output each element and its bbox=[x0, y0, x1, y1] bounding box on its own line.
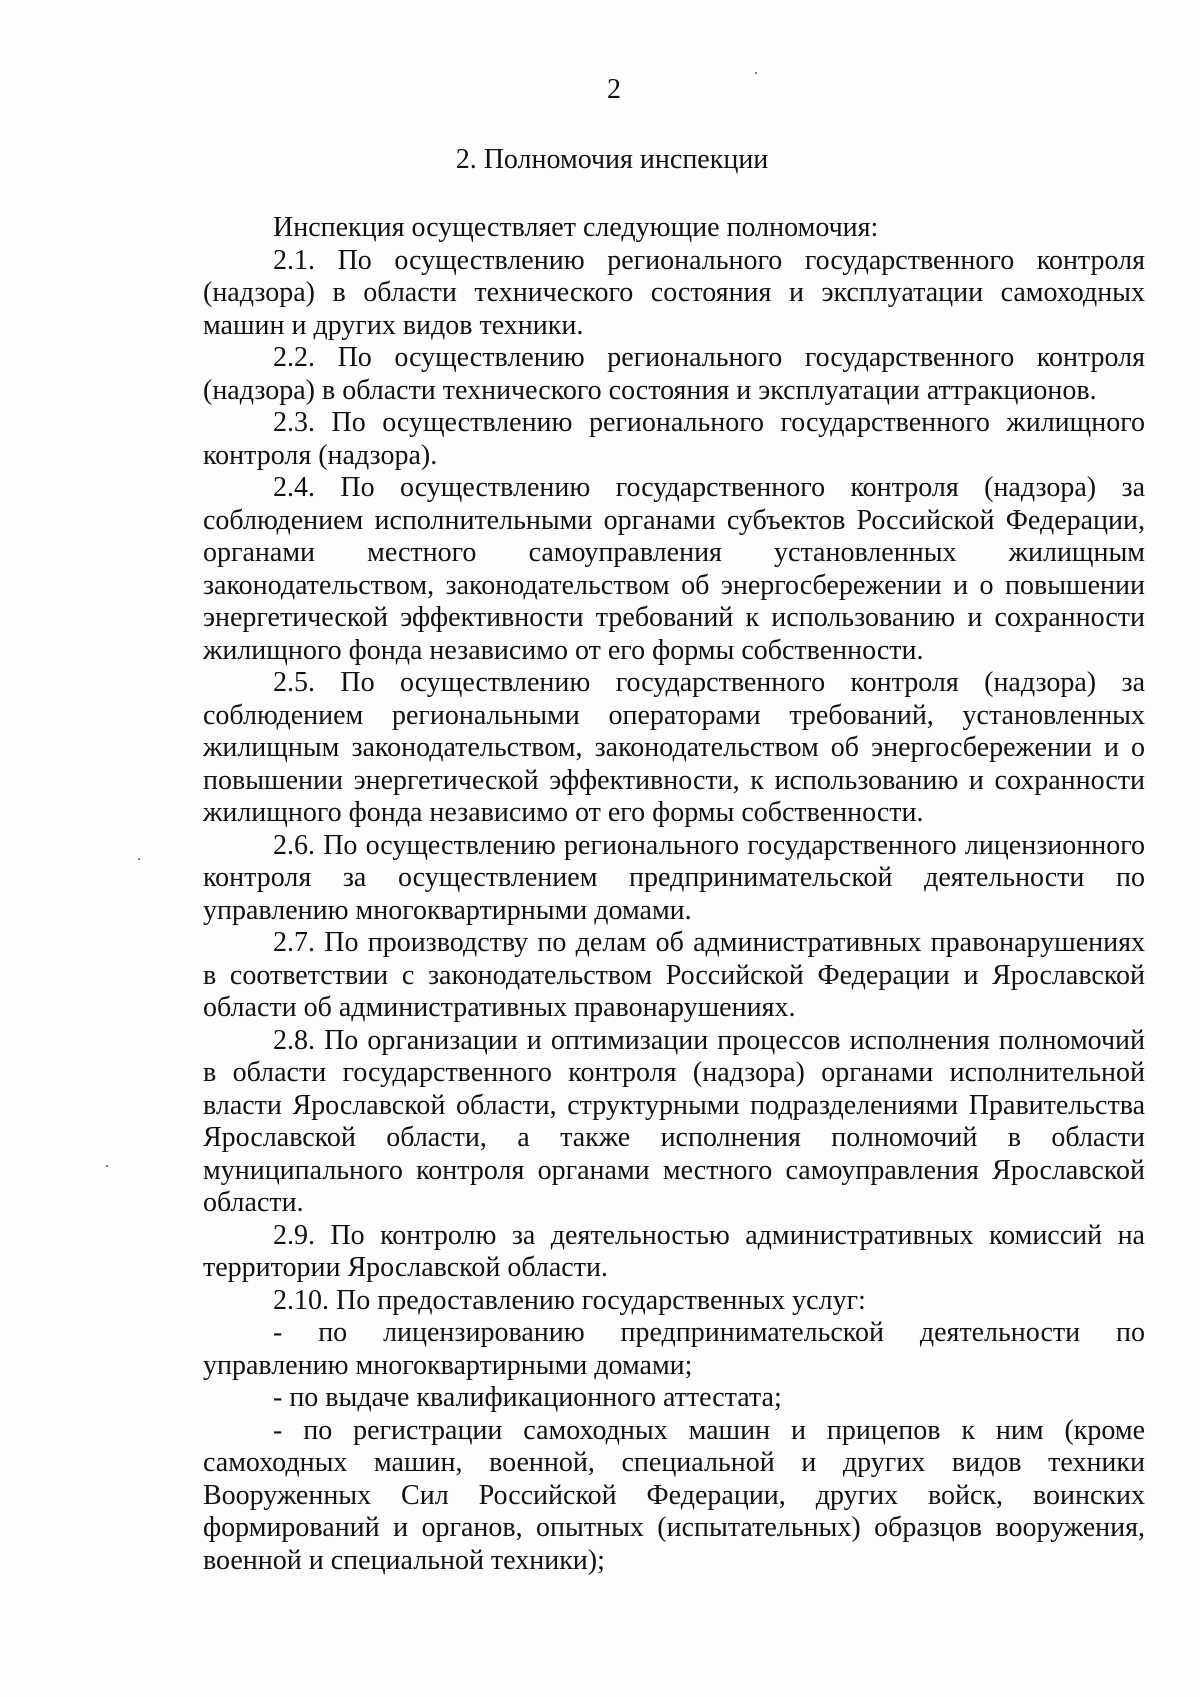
paragraph-2-1: 2.1. По осуществлению регионального государственного контроля (надзора) в области технического состояния и эксплуатации самоходных машин и других видов техники. bbox=[203, 244, 1145, 341]
paragraph-2-3: 2.3. По осуществлению регионального государственного жилищного контроля (надзора). bbox=[203, 407, 1145, 471]
list-item-vehicle-registration: - по регистрации самоходных машин и прицепов к ним (кроме самоходных машин, военной, специальной и других видов техники Вооруженных Сил Российской Федерации, других войск, воинских формирований и органов, опытных (испытательных) образцов вооружения, военной и специальной техники); bbox=[203, 1414, 1145, 1576]
scan-speck bbox=[106, 1165, 108, 1167]
paragraph-2-10: 2.10. По предоставлению государственных услуг: bbox=[273, 1284, 866, 1316]
page-number: 2 bbox=[607, 74, 621, 105]
paragraph-2-5: 2.5. По осуществлению государственного контроля (надзора) за соблюдением региональными операторами требований, установленных жилищным законодательством, законодательством об энергосбережении и о повышении энергетической эффективности, к использованию и сохранности жилищного фонда независимо от его формы собственности. bbox=[203, 667, 1145, 828]
paragraph-2-6: 2.6. По осуществлению регионального государственного лицензионного контроля за осуществлением предпринимательской деятельности по управлению многоквартирными домами. bbox=[203, 829, 1145, 926]
list-item-licensing: - по лицензированию предпринимательской деятельности по управлению многоквартирными домами; bbox=[203, 1317, 1145, 1381]
paragraph-2-2: 2.2. По осуществлению регионального государственного контроля (надзора) в области технического состояния и эксплуатации аттракционов. bbox=[203, 342, 1145, 406]
scan-speck bbox=[138, 858, 140, 860]
paragraph-2-4: 2.4. По осуществлению государственного контроля (надзора) за соблюдением исполнительными органами субъектов Российской Федерации, органами местного самоуправления установленных жилищным законодательством, законодательством об энергосбережении и о повышении энергетической эффективности требований к использованию и сохранности жилищного фонда независимо от его формы собственности. bbox=[203, 472, 1145, 666]
scan-speck bbox=[755, 72, 757, 74]
paragraph-2-8: 2.8. По организации и оптимизации процессов исполнения полномочий в области государственного контроля (надзора) органами исполнительной власти Ярославской области, структурными подразделениями Правительства Ярославской области, а также исполнения полномочий в области муниципального контроля органами местного самоуправления Ярославской области. bbox=[203, 1024, 1145, 1218]
paragraph-2-7: 2.7. По производству по делам об административных правонарушениях в соответствии с законодательством Российской Федерации и Ярославской области об административных правонарушениях. bbox=[203, 927, 1145, 1023]
paragraph-2-9: 2.9. По контролю за деятельностью административных комиссий на территории Ярославской области. bbox=[203, 1219, 1145, 1283]
section-title: 2. Полномочия инспекции bbox=[455, 144, 769, 175]
list-item-qualification-certificate: - по выдаче квалификационного аттестата; bbox=[273, 1382, 782, 1413]
document-body bbox=[203, 212, 1145, 1577]
intro-paragraph: Инспекция осуществляет следующие полномочия: bbox=[273, 212, 879, 243]
